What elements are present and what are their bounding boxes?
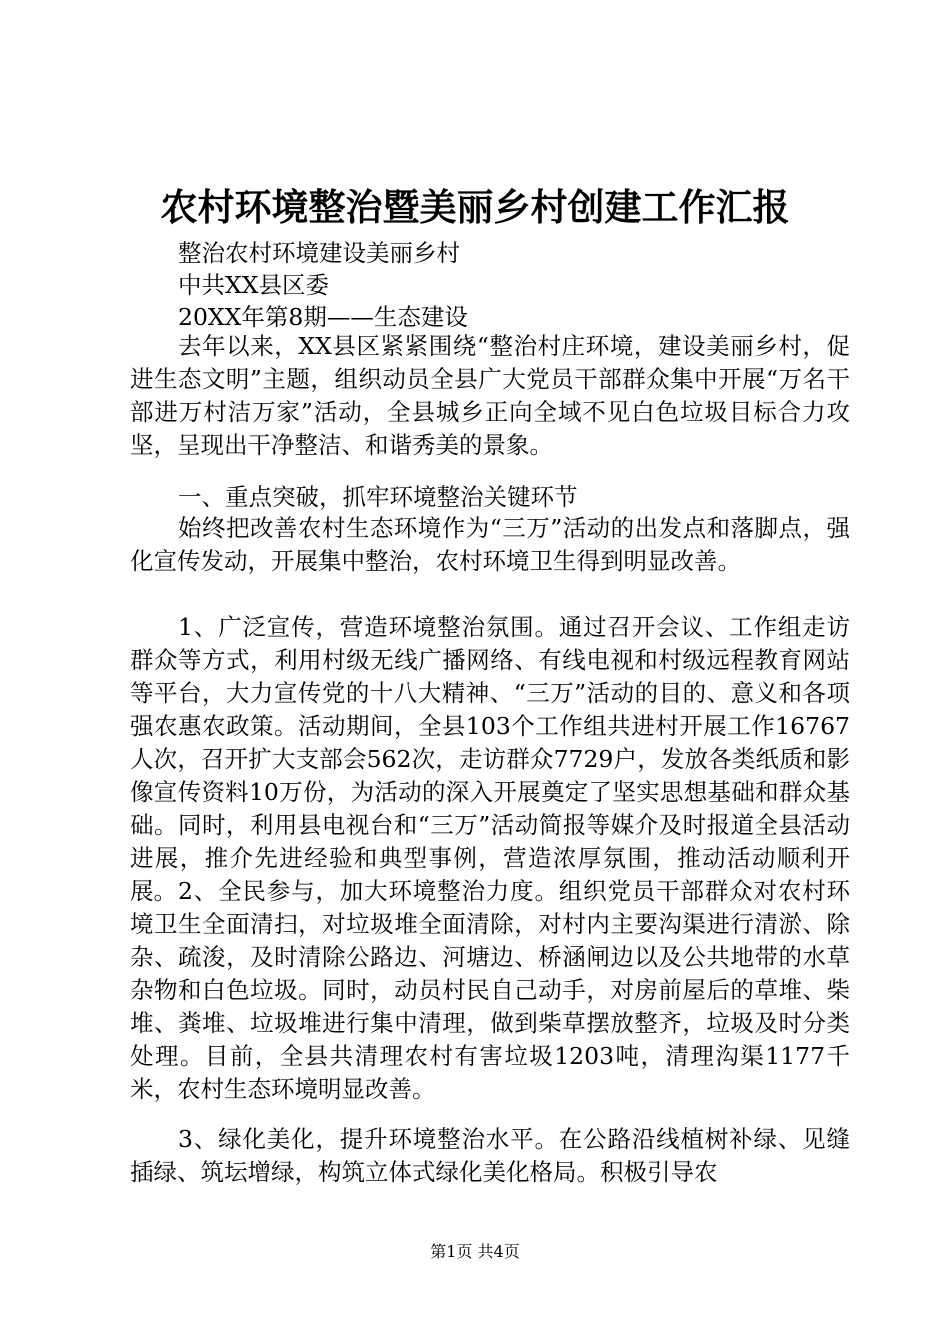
section-intro-paragraph: 始终把改善农村生态环境作为“三万”活动的出发点和落脚点，强化宣传发动，开展集中整治，农村环境卫生得到明显改善。 [130, 514, 850, 575]
page-title: 农村环境整治暨美丽乡村创建工作汇报 [160, 185, 790, 229]
item-3-paragraph: 3、绿化美化，提升环境整治水平。在公路沿线植树补绿、见缝插绿、筑坛增绿，构筑立体式绿化美化格局。积极引导农 [130, 1125, 850, 1186]
document-issue: 20XX年第8期——生态建设 [178, 303, 468, 331]
item-1-paragraph: 1、广泛宣传，营造环境整治氛围。通过召开会议、工作组走访群众等方式，利用村级无线广播网络、有线电视和村级远程教育网站等平台，大力宣传党的十八大精神、“三万”活动的目的、意义和各项强农惠农政策。活动期间，全县103个工作组共进村开展工作16767人次，召开扩大支部会562次，走访群众7729户，发放各类纸质和影像宣传资料10万份，为活动的深入开展奠定了坚实思想基础和群众基础。同时，利用县电视台和“三万”活动简报等媒介及时报道全县活动进展，推介先进经验和典型事例，营造浓厚氛围，推动活动顺利开展。 [130, 613, 850, 905]
document-issuer: 中共XX县区委 [178, 271, 329, 299]
intro-paragraph: 去年以来，XX县区紧紧围绕“整治村庄环境，建设美丽乡村，促进生态文明”主题，组织动员全县广大党员干部群众集中开展“万名干部进万村洁万家”活动，全县城乡正向全域不见白色垃圾目标合力攻坚，呈现出干净整洁、和谐秀美的景象。 [130, 332, 850, 459]
page-footer: 第1页 共4页 [430, 1242, 520, 1261]
document-subtitle: 整治农村环境建设美丽乡村 [178, 239, 460, 267]
section-heading: 一、重点突破，抓牢环境整治关键环节 [178, 483, 578, 511]
item-2-paragraph: 2、全民参与，加大环境整治力度。组织党员干部群众对农村环境卫生全面清扫，对垃圾堆全面清除，对村内主要沟渠进行清淤、除杂、疏浚，及时清除公路边、河塘边、桥涵闸边以及公共地带的水草杂物和白色垃圾。同时，动员村民自己动手，对房前屋后的草堆、柴堆、粪堆、垃圾堆进行集中清理，做到柴草摆放整齐，垃圾及时分类处理。目前，全县共清理农村有害垃圾1203吨，清理沟渠1177千米，农村生态环境明显改善。 [130, 877, 850, 1103]
